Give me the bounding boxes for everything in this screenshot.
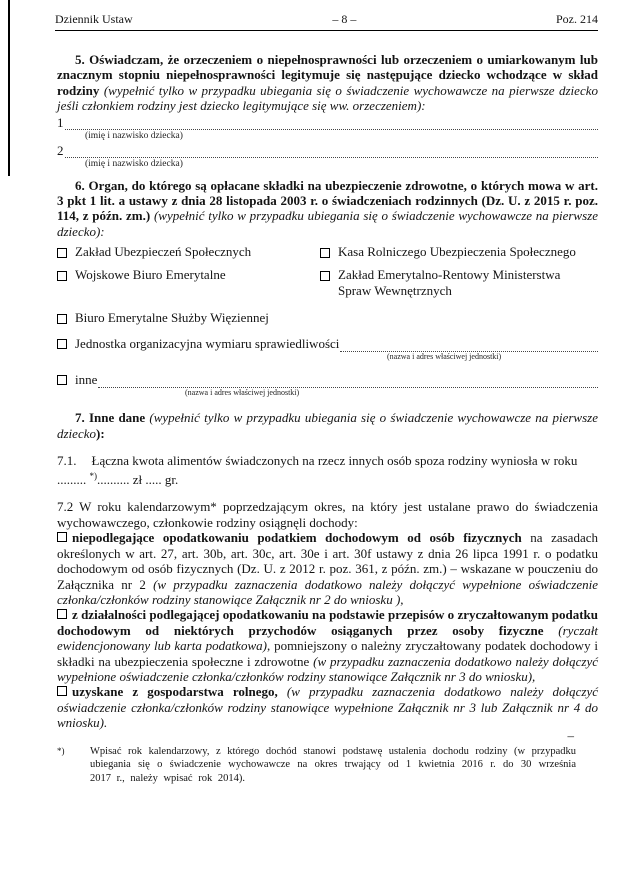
checkbox-other[interactable]: [57, 375, 67, 385]
checkbox-income-nontaxable[interactable]: [57, 532, 67, 542]
option-judiciary-unit-label: Jednostka organizacyjna wymiaru sprawiedliwości: [75, 336, 340, 352]
option-krus[interactable]: [320, 244, 598, 260]
paragraph-7-1-amount-line[interactable]: [57, 469, 598, 487]
checkbox-income-farm[interactable]: [57, 686, 67, 696]
unit-gr: gr.: [161, 472, 179, 488]
amount-dots-year[interactable]: .........: [57, 472, 87, 488]
form-content: [57, 40, 598, 785]
option-zer-msw[interactable]: [320, 267, 598, 299]
journal-title: Dziennik Ustaw: [55, 12, 133, 26]
position-number: Poz. 214: [556, 12, 598, 26]
checkbox-krus[interactable]: [320, 248, 330, 258]
child-name-fill-1[interactable]: [65, 117, 599, 130]
income-lumpsum-italic-1: (ryczałt ewidencjonowany lub karta podatkowa): [57, 622, 598, 654]
child-name-number-2: 2: [57, 142, 64, 158]
checkbox-zus[interactable]: [57, 248, 67, 258]
child-name-caption-2: (imię i nazwisko dziecka): [85, 158, 183, 169]
paragraph-7-1: [57, 453, 598, 468]
page-header: [55, 12, 598, 31]
child-name-line-1[interactable]: [57, 116, 598, 130]
checkbox-zer-msw[interactable]: [320, 271, 330, 281]
other-caption: (nazwa i adres właściwej jednostki): [185, 388, 300, 398]
checkbox-wbe[interactable]: [57, 271, 67, 281]
section-5-italic-note: (wypełnić tylko w przypadku ubiegania się o świadczenie wychowawcze na pierwsze dziecko jeśli członkiem rodziny jest dziecko legitymujące się ww. orzeczeniem):: [57, 82, 598, 114]
income-farm-bold: uzyskane z gospodarstwa rolnego,: [72, 684, 287, 700]
option-other-label: inne: [75, 372, 98, 388]
income-item-lumpsum: [57, 607, 598, 684]
judiciary-unit-caption: (nazwa i adres właściwej jednostki): [387, 352, 502, 362]
income-nontaxable-normal: na zasadach określonych w art. 27, art. 30b, art. 30c, art. 30e i art. 30f ustawy z dnia 26 lipca 1991 r. o podatku dochodowym od osób fizycznych (Dz. U. z 2012 r. poz. 361, z późn. zm.) – wskazane w pouczeniu do Załącznika nr 2: [57, 530, 598, 592]
footnote-text: Wpisać rok kalendarzowy, z którego dochód stanowi podstawę ustalenia dochodu rodziny (w przypadku ubiegania się o świadczenie wychowawcze na okres trwający od 1 kwietnia 2016 r. do 30 września 2017 r., należy wpisać rok 2014).: [90, 745, 576, 784]
checkbox-besw[interactable]: [57, 314, 67, 324]
income-lumpsum-italic-2: (w przypadku zaznaczenia dodatkowo należy dołączyć wypełnione oświadczenie członka/członków rodziny stanowiące Załącznik nr 3 do wniosku),: [57, 653, 599, 684]
section-7-heading: [57, 410, 598, 441]
checkbox-income-lumpsum[interactable]: [57, 609, 67, 619]
section-7-heading-italic: (wypełnić tylko w przypadku ubiegania się o świadczenie wychowawcze na pierwsze dziecko: [57, 410, 598, 441]
income-lumpsum-bold: z działalności podlegającej opodatkowaniu na podstawie przepisów o zryczałtowanym podatku dochodowym od niektórych przychodów osiąganych przez osoby fizyczne: [57, 607, 598, 638]
option-zus-label: Zakład Ubezpieczeń Społecznych: [75, 244, 252, 260]
section-5-bold-text: 5. Oświadczam, że orzeczeniem o niepełnosprawności lub orzeczeniem o umiarkowanym lub znacznym stopniu niepełnosprawności legitymuje się następujące dziecko wchodzące w skład rodziny: [57, 52, 598, 98]
paragraph-7-1-text: Łączna kwota alimentów świadczonych na rzecz innych osób spoza rodziny wyniosła w roku: [91, 453, 578, 469]
option-judiciary-unit[interactable]: [57, 336, 598, 352]
checkbox-judiciary-unit[interactable]: [57, 339, 67, 349]
footnote-marker: *): [57, 745, 65, 756]
section-5-paragraph: [57, 52, 598, 114]
option-zer-msw-label: Zakład Emerytalno-Rentowy Ministerstwa Spraw Wewnętrznych: [338, 267, 561, 299]
option-besw-label: Biuro Emerytalne Służby Więziennej: [75, 310, 269, 326]
child-name-caption-1: (imię i nazwisko dziecka): [85, 130, 183, 141]
paragraph-7-1-number: 7.1.: [57, 453, 77, 469]
section-6-bold-text: 6. Organ, do którego są opłacane składki na ubezpieczenie zdrowotne, o których mowa w art. 3 pkt 1 lit. a ustawy z dnia 28 listopada 2003 r. o świadczeniach rodzinnych (Dz. U. z 2015 r. poz. 114, z późn. zm.): [57, 177, 598, 224]
unit-zl: zł: [129, 472, 146, 488]
income-farm-italic: (w przypadku zaznaczenia dodatkowo należy dołączyć oświadczenie członka/członków rodziny stanowiące wypełnione Załącznik nr 3 lub Załącznik nr 4 do wniosku).: [57, 684, 598, 731]
option-besw[interactable]: [57, 310, 320, 326]
income-lumpsum-normal: , pomniejszony o należny zryczałtowany podatek dochodowy i składki na ubezpieczenia społeczne i zdrowotne: [57, 638, 598, 669]
option-wbe[interactable]: [57, 267, 320, 299]
health-insurance-options: [57, 244, 598, 326]
income-nontaxable-italic: (w przypadku zaznaczenia dodatkowo należy dołączyć wypełnione oświadczenie członka/członków rodziny stanowiące Załącznik nr 2 do wniosku ),: [57, 576, 598, 607]
section-6-paragraph: [57, 178, 598, 240]
income-nontaxable-bold: niepodlegające opodatkowaniu podatkiem dochodowym od osób fizycznych: [72, 530, 522, 546]
option-other[interactable]: [57, 372, 598, 388]
page-number: – 8 –: [332, 12, 357, 26]
child-name-number-1: 1: [57, 114, 64, 130]
footnote: [57, 745, 598, 786]
option-wbe-label: Wojskowe Biuro Emerytalne: [75, 267, 226, 283]
option-zus[interactable]: [57, 244, 320, 260]
amount-dots-zl[interactable]: ..........: [97, 472, 130, 488]
year-footnote-marker: *): [89, 471, 97, 482]
grid-spacer: [320, 306, 598, 326]
amount-dots-gr[interactable]: .....: [145, 472, 162, 488]
judiciary-unit-fill[interactable]: [340, 339, 598, 352]
section-7-heading-bold: 7. Inne dane: [75, 410, 150, 426]
section-6-italic-note: (wypełnić tylko w przypadku ubiegania się o świadczenie wychowawcze na pierwsze dziecko):: [57, 208, 598, 239]
option-krus-label: Kasa Rolniczego Ubezpieczenia Społecznego: [338, 244, 576, 260]
footer-dash: –: [567, 728, 574, 743]
paragraph-7-2-intro: 7.2 W roku kalendarzowym* poprzedzającym okres, na który jest ustalane prawo do świadczenia wychowawczego, członkowie rodziny osiągnęli dochody:: [57, 499, 598, 530]
income-item-farm: [57, 684, 598, 730]
section-7-heading-close: ):: [95, 425, 105, 441]
child-name-fill-2[interactable]: [65, 145, 599, 158]
left-change-bar: [8, 0, 10, 176]
other-fill[interactable]: [98, 375, 598, 388]
income-item-nontaxable: [57, 530, 598, 607]
child-name-line-2[interactable]: [57, 144, 598, 158]
